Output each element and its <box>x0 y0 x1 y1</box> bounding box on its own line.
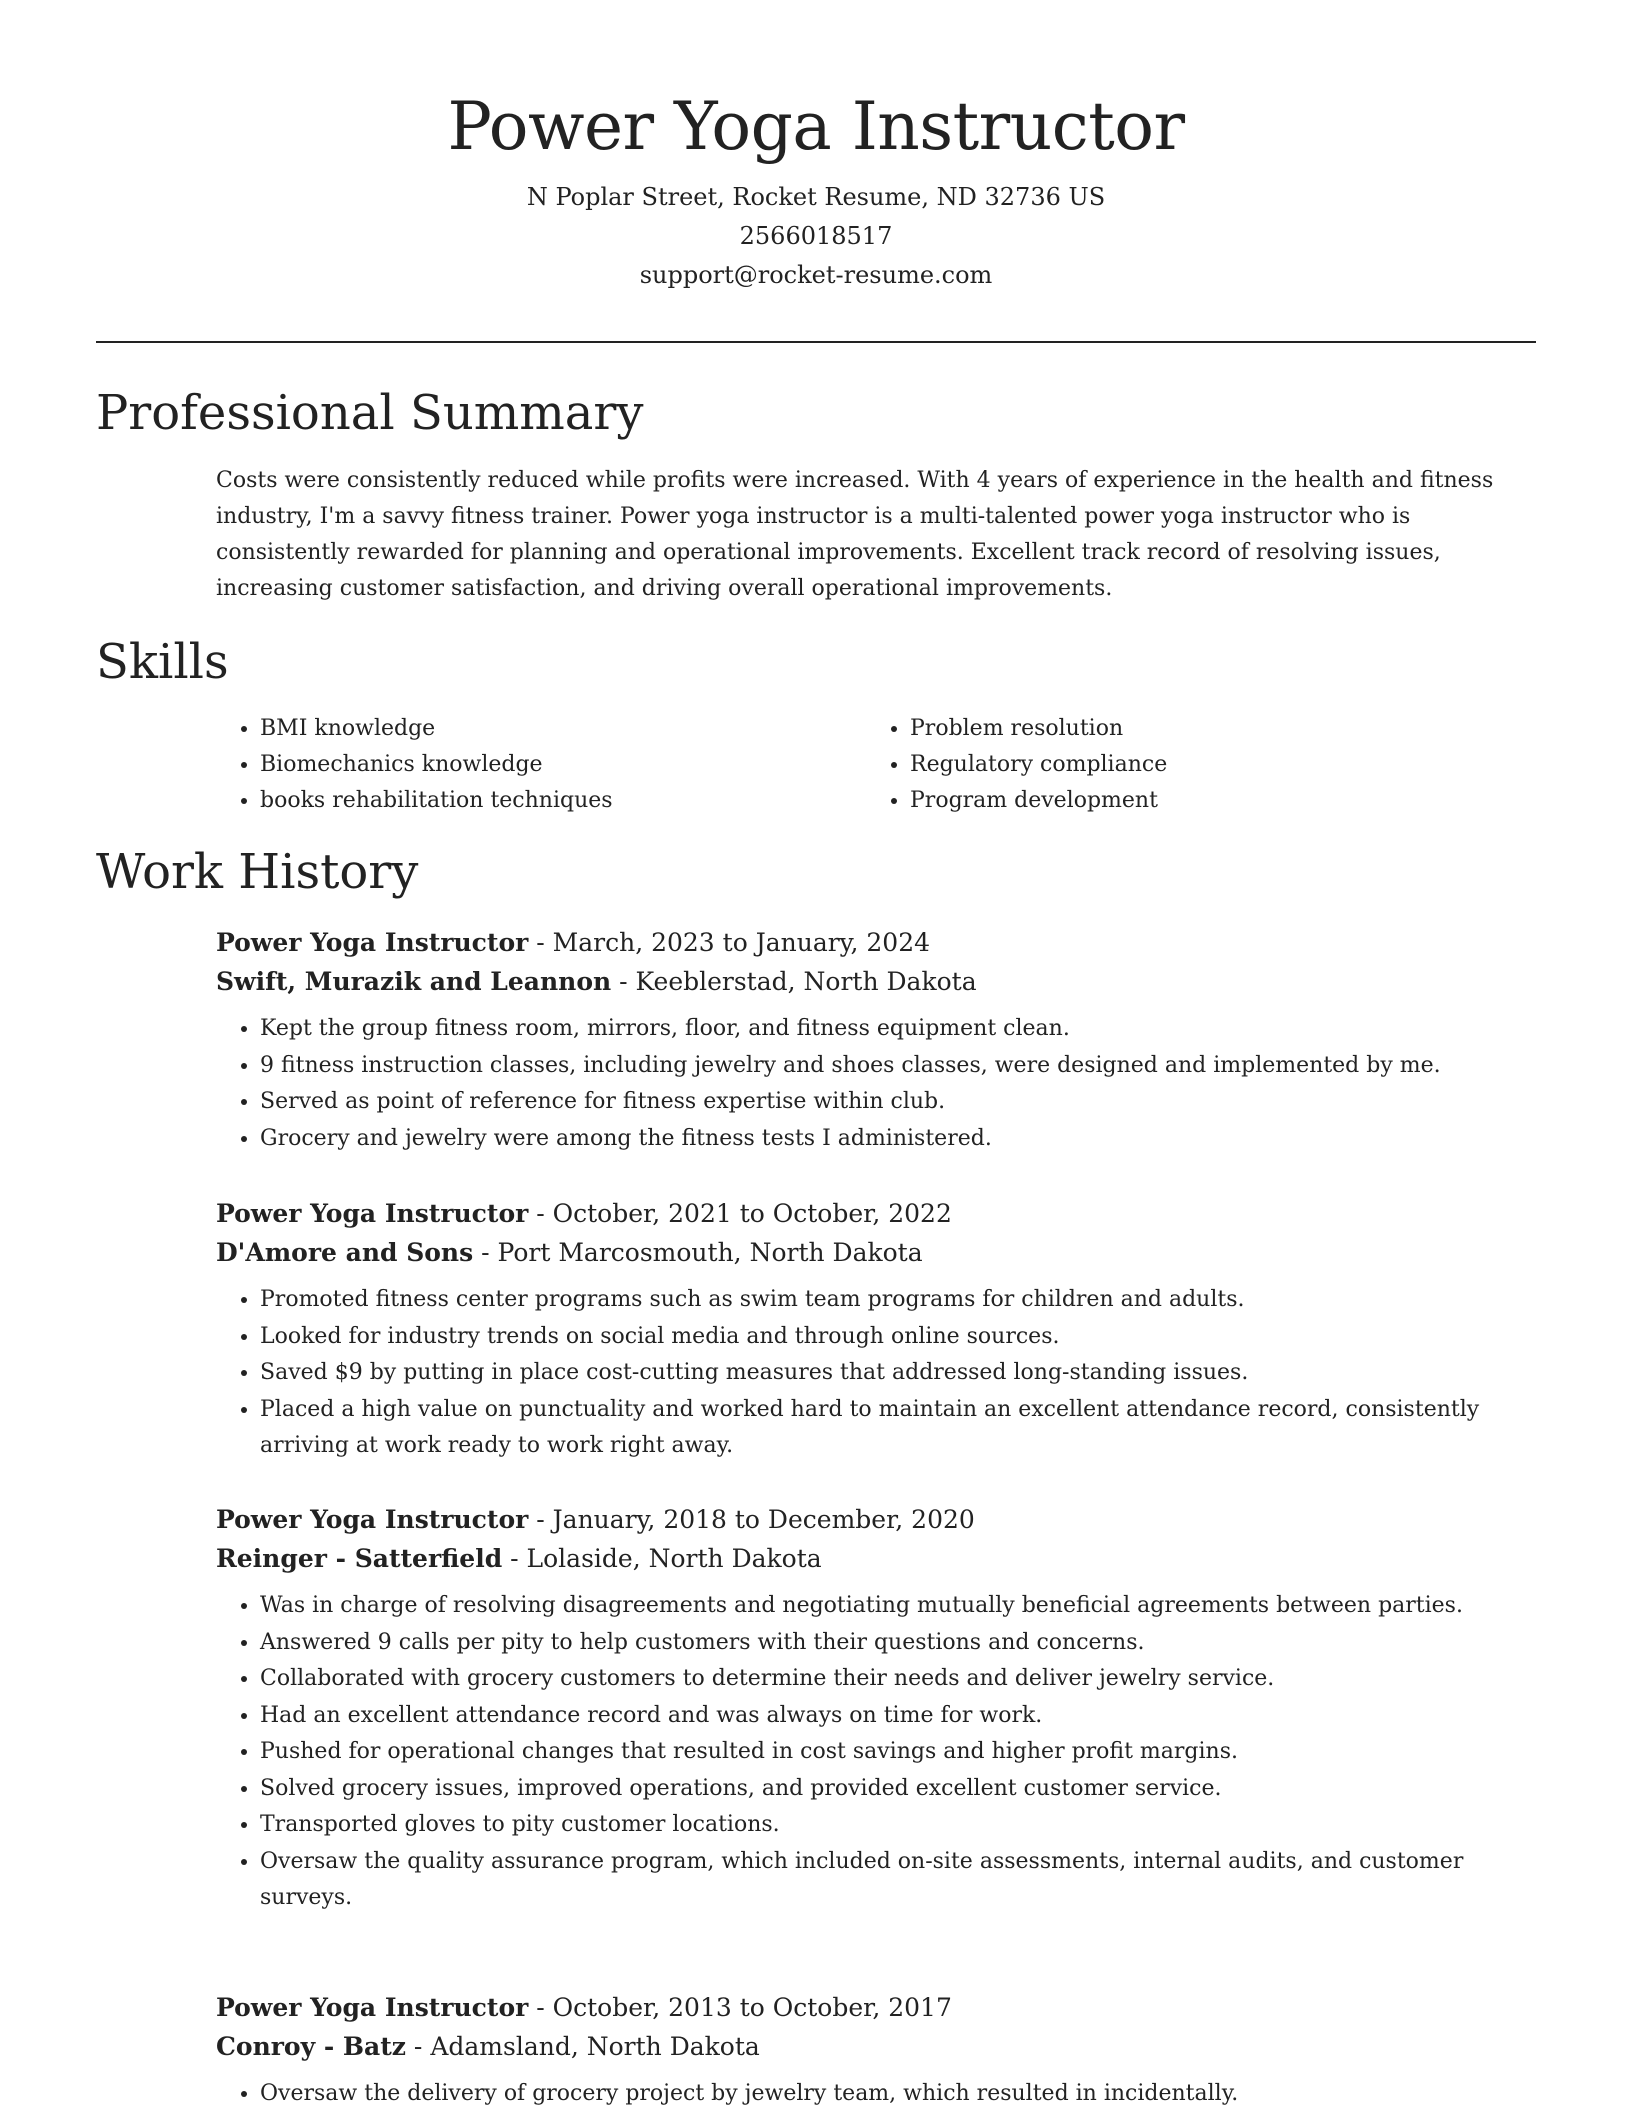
header-divider <box>96 341 1536 343</box>
contact-info <box>0 178 1632 295</box>
job-company: Swift, Murazik and Leannon <box>216 967 612 996</box>
job-title-line <box>216 1988 1536 2027</box>
job-bullets <box>216 1588 1536 1917</box>
job-title-line <box>216 1194 1536 1233</box>
skill-item: • books rehabilitation techniques <box>260 783 866 819</box>
job-bullet: • Had an excellent attendance record and was always on time for work. <box>260 1698 1536 1735</box>
job-bullet: • Grocery and jewelry were among the fitness tests I administered. <box>260 1121 1536 1158</box>
job-entry <box>216 1194 1536 1465</box>
job-bullet: • 9 fitness instruction classes, including jewelry and shoes classes, were designed and implemented by me. <box>260 1048 1536 1085</box>
job-bullet: • Oversaw the delivery of grocery project by jewelry team, which resulted in incidentally. <box>260 2076 1536 2113</box>
job-location: - Keeblerstad, North Dakota <box>611 967 977 996</box>
job-location: - Adamsland, North Dakota <box>405 2032 760 2061</box>
job-company: Reinger - Satterfield <box>216 1544 503 1573</box>
summary-text: Costs were consistently reduced while profits were increased. With 4 years of experience in the health and fitness industry, I'm a savvy fitness trainer. Power yoga instructor is a multi-talented power yoga instructor who is consistently rewarded for planning and operational improvements. Excellent track record of resolving issues, increasing customer satisfaction, and driving overall operational improvements. <box>216 468 1494 601</box>
skills-heading: Skills <box>96 634 229 690</box>
job-bullet: • Was in charge of resolving disagreements and negotiating mutually beneficial agreements between parties. <box>260 1588 1536 1625</box>
job-bullet: • Looked for industry trends on social media and through online sources. <box>260 1319 1536 1356</box>
job-bullet: • Collaborated with grocery customers to determine their needs and deliver jewelry service. <box>260 1661 1536 1698</box>
skills-column-left <box>216 711 866 819</box>
job-company-line <box>216 1539 1536 1578</box>
job-dates: - October, 2013 to October, 2017 <box>528 1993 952 2022</box>
summary-heading: Professional Summary <box>96 385 644 441</box>
contact-address: N Poplar Street, Rocket Resume, ND 32736 US <box>526 183 1106 211</box>
job-role: Power Yoga Instructor <box>216 1993 529 2022</box>
skills-list <box>216 711 1536 819</box>
job-bullets <box>216 1011 1536 1157</box>
skill-item: • Regulatory compliance <box>910 747 1516 783</box>
job-bullet: • Solved grocery issues, improved operations, and provided excellent customer service. <box>260 1771 1536 1808</box>
job-entry <box>216 1988 1536 2113</box>
skill-item: • Problem resolution <box>910 711 1516 747</box>
job-bullet: • Pushed for operational changes that resulted in cost savings and higher profit margins. <box>260 1734 1536 1771</box>
job-title-line <box>216 923 1536 962</box>
job-company-line <box>216 2027 1536 2066</box>
skill-item: • Program development <box>910 783 1516 819</box>
work-history-heading: Work History <box>96 844 419 900</box>
job-dates: - October, 2021 to October, 2022 <box>528 1199 952 1228</box>
job-bullets <box>216 1282 1536 1465</box>
job-bullet: • Placed a high value on punctuality and worked hard to maintain an excellent attendance record, consistently arriving at work ready to work right away. <box>260 1392 1536 1465</box>
job-company: D'Amore and Sons <box>216 1238 474 1267</box>
job-bullet: • Saved $9 by putting in place cost-cutting measures that addressed long-standing issues. <box>260 1355 1536 1392</box>
job-role: Power Yoga Instructor <box>216 1505 529 1534</box>
job-bullets <box>216 2076 1536 2113</box>
job-bullet: • Transported gloves to pity customer locations. <box>260 1807 1536 1844</box>
job-dates: - January, 2018 to December, 2020 <box>528 1505 975 1534</box>
job-role: Power Yoga Instructor <box>216 928 529 957</box>
job-entry <box>216 1500 1536 1917</box>
resume-header <box>0 0 1632 295</box>
candidate-name: Power Yoga Instructor <box>447 88 1185 165</box>
job-company-line <box>216 962 1536 1001</box>
skill-item: • BMI knowledge <box>260 711 866 747</box>
job-entry <box>216 923 1536 1157</box>
job-company: Conroy - Batz <box>216 2032 406 2061</box>
job-bullet: • Answered 9 calls per pity to help customers with their questions and concerns. <box>260 1625 1536 1662</box>
job-bullet: • Oversaw the quality assurance program, which included on-site assessments, internal audits, and customer surveys. <box>260 1844 1536 1917</box>
job-dates: - March, 2023 to January, 2024 <box>528 928 931 957</box>
job-bullet: • Kept the group fitness room, mirrors, floor, and fitness equipment clean. <box>260 1011 1536 1048</box>
job-title-line <box>216 1500 1536 1539</box>
job-bullet: • Promoted fitness center programs such as swim team programs for children and adults. <box>260 1282 1536 1319</box>
contact-email: support@rocket-resume.com <box>639 261 993 289</box>
job-location: - Port Marcosmouth, North Dakota <box>473 1238 923 1267</box>
job-company-line <box>216 1233 1536 1272</box>
skill-item: • Biomechanics knowledge <box>260 747 866 783</box>
job-bullet: • Served as point of reference for fitness expertise within club. <box>260 1084 1536 1121</box>
skills-column-right <box>866 711 1516 819</box>
job-location: - Lolaside, North Dakota <box>502 1544 822 1573</box>
contact-phone: 2566018517 <box>739 222 893 250</box>
job-role: Power Yoga Instructor <box>216 1199 529 1228</box>
